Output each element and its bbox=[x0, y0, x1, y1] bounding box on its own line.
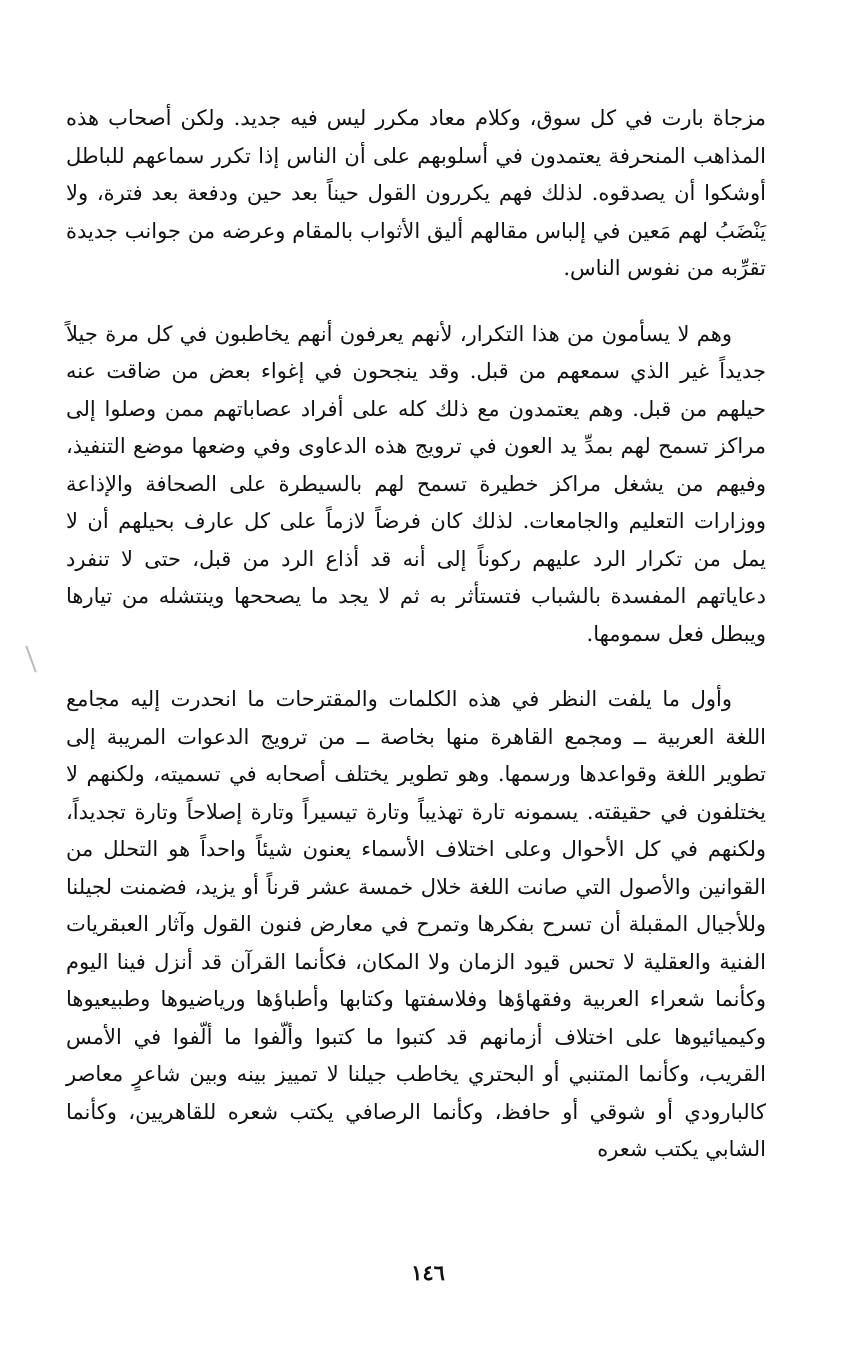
margin-mark bbox=[25, 646, 36, 673]
page-body bbox=[66, 100, 766, 1169]
paragraph-2: وهم لا يسأمون من هذا التكرار، لأنهم يعرفون أنهم يخاطبون في كل مرة جيلاً جديداً غير الذي سمعهم من قبل. وقد ينجحون في إغواء بعض من ضاقت عنه حيلهم من قبل. وهم يعتمدون مع ذلك كله على أفراد عصاباتهم ممن وصلوا إلى مراكز تسمح لهم بمدِّ يد العون في ترويج هذه الدعاوى وفي وضعها موضع التنفيذ، وفيهم من يشغل مراكز خطيرة تسمح لهم بالسيطرة على الصحافة والإذاعة ووزارات التعليم والجامعات. لذلك كان فرضاً لازماً على كل عارف بحيلهم أن لا يمل من تكرار الرد عليهم ركوناً إلى أنه قد أذاع الرد من قبل، حتى لا تنفرد دعاياتهم المفسدة بالشباب فتستأثر به ثم لا يجد ما يصححها وينتشله من تيارها ويبطل فعل سمومها. bbox=[66, 321, 766, 646]
paragraph-1: مزجاة بارت في كل سوق، وكلام معاد مكرر ليس فيه جديد. ولكن أصحاب هذه المذاهب المنحرفة يعتمدون في أسلوبهم على أن الناس إذا تكرر سماعهم للباطل أوشكوا أن يصدقوه. لذلك فهم يكررون القول حيناً بعد حين ودفعة بعد فترة، ولا يَنْضَبُ لهم مَعين في إلباس مقالهم أليق الأثواب بالمقام وعرضه من جوانب جديدة تقرِّبه من نفوس الناس. bbox=[66, 106, 766, 280]
page-number: ١٤٦ bbox=[411, 1260, 445, 1285]
paragraph-3: وأول ما يلفت النظر في هذه الكلمات والمقترحات ما انحدرت إليه مجامع اللغة العربية ــ ومجمع القاهرة منها بخاصة ــ من ترويج الدعوات المريبة إلى تطوير اللغة وقواعدها ورسمها. وهو تطوير يختلف أصحابه في تسميته، ولكنهم لا يختلفون في حقيقته. يسمونه تارة تهذيباً وتارة تيسيراً وتارة إصلاحاً وتارة تجديداً، ولكنهم في كل الأحوال وعلى اختلاف الأسماء يعنون شيئاً واحداً هو التحلل من القوانين والأصول التي صانت اللغة خلال خمسة عشر قرناً أو يزيد، فضمنت لجيلنا وللأجيال المقبلة أن تسرح بفكرها وتمرح في معارض فنون القول وآثار العبقريات الفنية والعقلية لا تحس قيود الزمان ولا المكان، فكأنما القرآن قد أنزل فينا اليوم وكأنما شعراء العربية وفقهاؤها وفلاسفتها وكتابها وأطباؤها ورياضيوها وطبيعيوها وكيميائيوها على اختلاف أزمانهم قد كتبوا ما كتبوا وألّفوا ما ألّفوا في الأمس القريب، وكأنما المتنبي أو البحتري يخاطب جيلنا لا تمييز بينه وبين شاعرٍ معاصر كالبارودي أو شوقي أو حافظ، وكأنما الرصافي يكتب شعره للقاهريين، وكأنما الشابي يكتب شعره bbox=[66, 687, 766, 1161]
paragraph-gap bbox=[66, 653, 766, 681]
paragraph-gap bbox=[66, 288, 766, 316]
